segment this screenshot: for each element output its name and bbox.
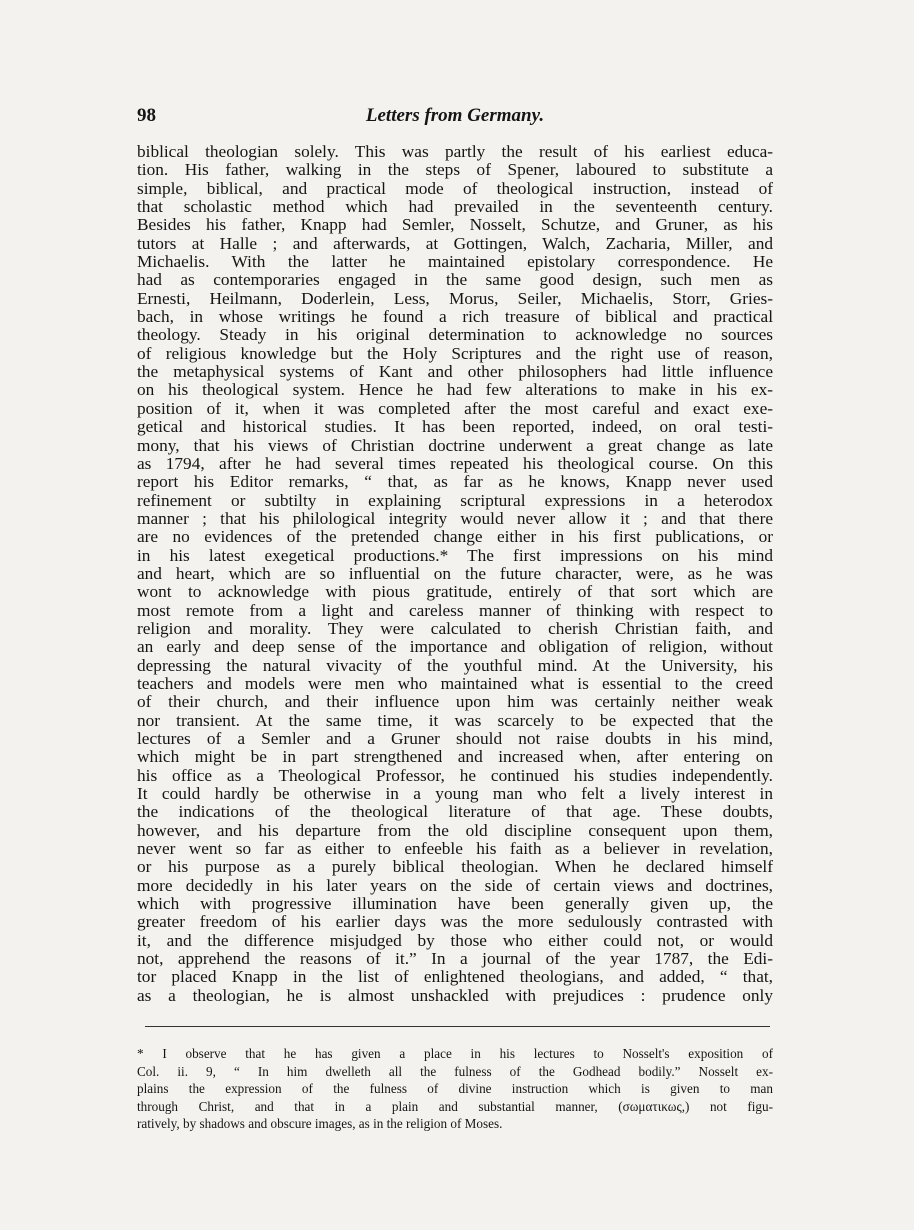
text-line: Michaelis. With the latter he maintained epistolary correspondence. He [137,253,773,272]
text-line: depressing the natural vivacity of the youthful mind. At the University, his [137,656,773,675]
footnote-line: Col. ii. 9, “ In him dwelleth all the fulness of the Godhead bodily.” Nosselt ex- [137,1063,773,1079]
text-line: his office as a Theological Professor, he continued his studies independently. [137,766,773,785]
text-line: Ernesti, Heilmann, Doderlein, Less, Morus, Seiler, Michaelis, Storr, Gries- [137,289,773,308]
text-line: that scholastic method which had prevailed in the seventeenth century. [137,198,773,217]
text-line: of religious knowledge but the Holy Scriptures and the right use of reason, [137,344,773,363]
footnote-line: plains the expression of the fulness of divine instruction which is given to man [137,1081,773,1096]
text-line: or his purpose as a purely biblical theologian. When he declared himself [137,858,773,877]
text-line: Besides his father, Knapp had Semler, Nosselt, Schutze, and Gruner, as his [137,216,773,235]
footnote-line: ratively, by shadows and obscure images, as in the religion of Moses. [137,1116,503,1131]
text-line: lectures of a Semler and a Gruner should not raise doubts in his mind, [137,730,773,748]
text-line: nor transient. At the same time, it was scarcely to be expected that the [137,711,773,730]
page-header [137,105,773,131]
text-line: never went so far as either to enfeeble his faith as a believer in revelation, [137,840,773,859]
running-title: Letters from Germany. [365,105,545,126]
text-line: more decidedly in his later years on the side of certain views and doctrines, [137,876,773,895]
text-line: as a theologian, he is almost unshackled with prejudices : prudence only [137,986,773,1005]
text-line: mony, that his views of Christian doctrine underwent a great change as late [137,436,773,455]
text-line: had as contemporaries engaged in the same good design, such men as [137,271,773,290]
text-line: tion. His father, walking in the steps of Spener, laboured to substitute a [137,161,773,180]
page-number: 98 [137,105,156,126]
text-line: the indications of the theological literature of that age. These doubts, [137,803,773,822]
body-text [137,143,773,1005]
text-line: tor placed Knapp in the list of enlightened theologians, and added, “ that, [137,968,773,987]
text-line: of their church, and their influence upon him was certainly neither weak [137,693,773,712]
text-line: report his Editor remarks, “ that, as far as he knows, Knapp never used [137,473,773,492]
text-line: theology. Steady in his original determination to acknowledge no sources [137,326,773,345]
text-line: position of it, when it was completed after the most careful and exact exe- [137,399,773,418]
footnote-divider [145,1026,770,1027]
text-line: wont to acknowledge with pious gratitude, entirely of that sort which are [137,583,773,602]
text-line: simple, biblical, and practical mode of theological instruction, instead of [137,179,773,198]
text-line: an early and deep sense of the importance and obligation of religion, without [137,638,773,657]
text-line: it, and the difference misjudged by those who either could not, or would [137,931,773,950]
footnote-line: * I observe that he has given a place in his lectures to Nosselt's exposition of [137,1046,773,1061]
text-line: refinement or subtilty in explaining scriptural expressions in a heterodox [137,491,773,510]
text-line: manner ; that his philological integrity would never allow it ; and that there [137,509,773,528]
text-line: which with progressive illumination have been generally given up, the [137,895,773,914]
text-line: on his theological system. Hence he had few alterations to make in his ex- [137,381,773,400]
text-line: greater freedom of his earlier days was the more sedulously contrasted with [137,913,773,932]
text-line: in his latest exegetical productions.* The first impressions on his mind [137,546,773,565]
text-line: biblical theologian solely. This was partly the result of his earliest educa- [137,143,773,161]
footnote-line: through Christ, and that in a plain and substantial manner, (σωματικως,) not figu- [137,1098,773,1114]
text-line: however, and his departure from the old discipline consequent upon them, [137,821,773,840]
text-line: It could hardly be otherwise in a young man who felt a lively interest in [137,785,773,804]
footnote [137,1045,773,1133]
text-line: tutors at Halle ; and afterwards, at Gottingen, Walch, Zacharia, Miller, and [137,234,773,253]
text-line: teachers and models were men who maintained what is essential to the creed [137,674,773,693]
text-line: not, apprehend the reasons of it.” In a journal of the year 1787, the Edi- [137,950,773,969]
text-line: as 1794, after he had several times repeated his theological course. On this [137,454,773,473]
text-line: are no evidences of the pretended change either in his first publications, or [137,528,773,547]
text-line: religion and morality. They were calculated to cherish Christian faith, and [137,619,773,638]
text-line: getical and historical studies. It has been reported, indeed, on oral testi- [137,418,773,437]
text-line: most remote from a light and careless manner of thinking with respect to [137,601,773,620]
text-line: which might be in part strengthened and increased when, after entering on [137,748,773,767]
text-line: the metaphysical systems of Kant and other philosophers had little influence [137,363,773,382]
text-line: bach, in whose writings he found a rich treasure of biblical and practical [137,308,773,327]
text-line: and heart, which are so influential on the future character, were, as he was [137,564,773,583]
